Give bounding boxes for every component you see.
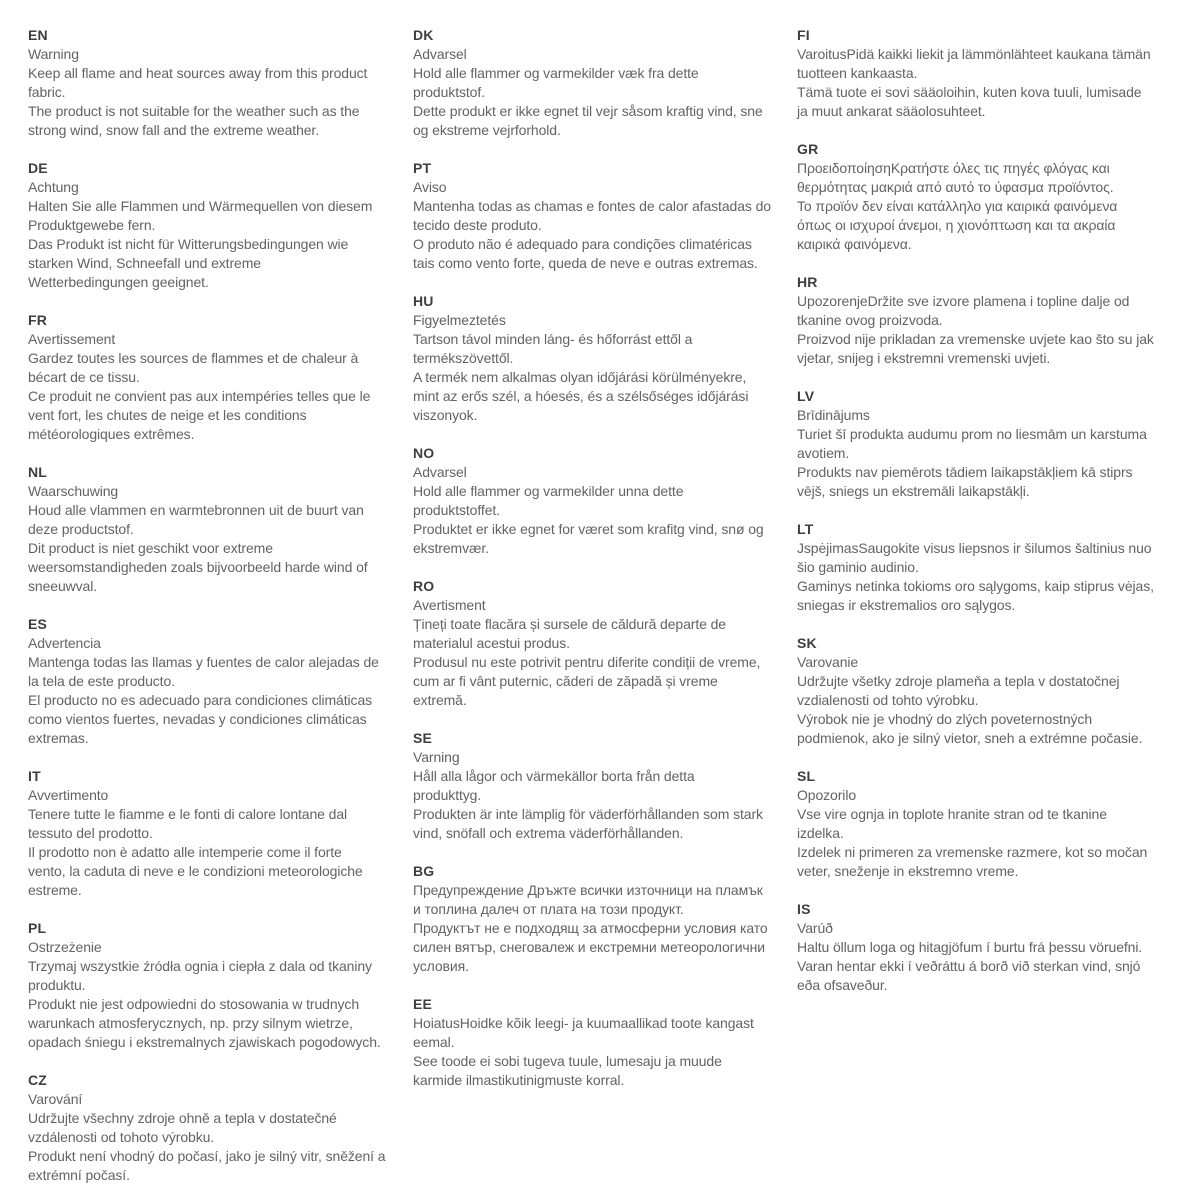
language-code: EE — [413, 996, 433, 1012]
warning-text-line: See toode ei sobi tugeva tuule, lumesaju ja muude — [413, 1053, 722, 1069]
warning-text-line: avotiem. — [797, 445, 850, 461]
warning-text-line: El producto no es adecuado para condiciones climáticas — [28, 692, 373, 708]
warning-text-line: Tartson távol minden láng- és hőforrást ettől a — [413, 331, 693, 347]
warning-text-line: The product is not suitable for the weather such as the — [28, 103, 360, 119]
warning-text-line: Το προϊόν δεν είναι κατάλληλο για καιρικά φαινόμενα — [797, 198, 1118, 214]
warning-text-line: Varovanie — [797, 654, 859, 670]
warning-text-line: vjetar, snijeg i ekstremni vremenski uvjeti. — [797, 350, 1051, 366]
warning-text-line: VaroitusPidä kaikki liekit ja lämmönlähteet kaukana tämän — [797, 46, 1151, 62]
language-section-de — [28, 159, 406, 292]
warning-text-line: eða ofsaveður. — [797, 977, 888, 993]
warning-text-line: Gaminys netinka tokioms oro sąlygoms, kaip stiprus vėjas, — [797, 578, 1154, 594]
language-code: NL — [28, 464, 48, 480]
warning-text-line: Produktet er ikke egnet for været som krafitg vind, snø og — [413, 521, 764, 537]
warning-text-line: Mantenha todas as chamas e fontes de calor afastadas do — [413, 198, 771, 214]
language-section-fr — [28, 311, 406, 444]
language-section-gr — [797, 140, 1175, 254]
warning-text-line: podmienok, ako je silný vietor, sneh a extrémne počasie. — [797, 730, 1143, 746]
warning-text-line: warunkach atmosferycznych, np. przy silnym wietrze, — [28, 1015, 353, 1031]
language-section-sk — [797, 634, 1175, 748]
warning-text-line: A termék nem alkalmas olyan időjárási körülményekre, — [413, 369, 747, 385]
language-code: GR — [797, 141, 819, 157]
warning-text-line: καιρικά φαινόμενα. — [797, 236, 912, 252]
warning-text-line: ekstremvær. — [413, 540, 489, 556]
warning-text-line: fabric. — [28, 84, 66, 100]
warning-text-line: Výrobok nie je vhodný do zlých poveternostných — [797, 711, 1093, 727]
warning-text-line: Ce produit ne convient pas aux intempéries telles que le — [28, 388, 371, 404]
warning-text-line: Das Produkt ist nicht für Witterungsbedingungen wie — [28, 236, 349, 252]
warning-text-line: météorologiques extrêmes. — [28, 426, 195, 442]
language-code: NO — [413, 445, 435, 461]
warning-text-line: vento, la caduta di neve e le condizioni meteorologiche — [28, 863, 363, 879]
warning-text-line: Produkts nav piemērots tādiem laikapstākļiem kā stiprs — [797, 464, 1133, 480]
language-code: BG — [413, 863, 435, 879]
warning-text-line: Waarschuwing — [28, 483, 119, 499]
warning-text-line: Produkten är inte lämplig för väderförhållanden som stark — [413, 806, 763, 822]
warning-text-line: Brīdinājums — [797, 407, 870, 423]
language-code: DK — [413, 27, 434, 43]
language-code: RO — [413, 578, 435, 594]
warning-text-line: Keep all flame and heat sources away from this product — [28, 65, 368, 81]
language-section-fi — [797, 26, 1175, 121]
warning-text-line: силен вятър, снеговалеж и екстремни метеорологични — [413, 939, 765, 955]
warning-text-line: tkanine ovog proizvoda. — [797, 312, 943, 328]
warning-text-line: Udržujte všetky zdroje plameňa a tepla v dostatočnej — [797, 673, 1120, 689]
warning-text-line: Opozorilo — [797, 787, 857, 803]
warning-text-line: Houd alle vlammen en warmtebronnen uit de buurt van — [28, 502, 364, 518]
warning-text-line: sneeuwval. — [28, 578, 98, 594]
warning-text-line: Tenere tutte le fiamme e le fonti di calore lontane dal — [28, 806, 348, 822]
warning-text-line: Продуктът не е подходящ за атмосферни условия като — [413, 920, 768, 936]
warning-text-line: Varan hentar ekki í veðráttu á borð við sterkan vind, snjó — [797, 958, 1141, 974]
language-section-ro — [413, 577, 791, 710]
language-section-cz — [28, 1071, 406, 1185]
warning-text-line: estreme. — [28, 882, 82, 898]
warning-text-line: условия. — [413, 958, 469, 974]
warning-text-line: Warning — [28, 46, 79, 62]
warning-text-line: sniegas ir ekstremalios oro sąlygos. — [797, 597, 1016, 613]
warning-text-line: Izdelek ni primeren za vremenske razmere, kot so močan — [797, 844, 1148, 860]
warning-text-line: vzdálenosti od tohoto výrobku. — [28, 1129, 215, 1145]
warning-text-line: Proizvod nije prikladan za vremenske uvjete kao što su jak — [797, 331, 1154, 347]
warning-text-line: Udržujte všechny zdroje ohně a tepla v dostatečné — [28, 1110, 337, 1126]
language-section-es — [28, 615, 406, 748]
language-section-pl — [28, 919, 406, 1052]
warning-text-line: Trzymaj wszystkie źródła ognia i ciepła z dala od tkaniny — [28, 958, 372, 974]
warning-text-line: Предупреждение Дръжте всички източници на пламък — [413, 882, 763, 898]
warning-text-line: mint az erős szél, a hóesés, és a szélsőséges időjárási — [413, 388, 749, 404]
warning-text-line: og ekstreme vejrforhold. — [413, 122, 561, 138]
language-code: SE — [413, 730, 433, 746]
language-code: DE — [28, 160, 48, 176]
warning-text-line: Figyelmeztetés — [413, 312, 506, 328]
language-code: FR — [28, 312, 48, 328]
warning-text-line: UpozorenjeDržite sve izvore plamena i topline dalje od — [797, 293, 1130, 309]
warning-text-line: Avertisment — [413, 597, 486, 613]
warning-text-line: produktstoffet. — [413, 502, 500, 518]
warning-text-line: Produsul nu este potrivit pentru diferite condiții de vreme, — [413, 654, 761, 670]
warning-text-line: izdelka. — [797, 825, 844, 841]
warning-text-line: vind, snöfall och extrema väderförhållanden. — [413, 825, 684, 841]
warning-text-line: Il prodotto non è adatto alle intemperie come il forte — [28, 844, 342, 860]
warning-text-line: karmide ilmastikutinigmuste korral. — [413, 1072, 625, 1088]
warning-text-line: θερμότητας μακριά από αυτό το ύφασμα προϊόντος. — [797, 179, 1114, 195]
warning-text-line: ΠροειδοποίησηΚρατήστε όλες τις πηγές φλόγας και — [797, 160, 1110, 176]
column-2 — [413, 26, 791, 1109]
language-code: HU — [413, 293, 434, 309]
warning-text-line: Halten Sie alle Flammen und Wärmequellen von diesem — [28, 198, 373, 214]
warning-text-line: Ostrzeżenie — [28, 939, 102, 955]
warning-text-line: vējš, sniegs un ekstremāli laikapstākļi. — [797, 483, 1030, 499]
language-section-it — [28, 767, 406, 900]
warning-text-line: šio gaminio audinio. — [797, 559, 919, 575]
warning-text-line: όπως οι ισχυροί άνεμοι, η χιονόπτωση και τα ακραία — [797, 217, 1116, 233]
language-code: LV — [797, 388, 815, 404]
warning-text-line: vzdialenosti od tohto výrobku. — [797, 692, 979, 708]
warning-text-line: cum ar fi vânt puternic, căderi de zăpadă și vreme — [413, 673, 718, 689]
warning-text-line: Håll alla lågor och värmekällor borta från detta — [413, 768, 695, 784]
warning-text-line: materialul acestui produs. — [413, 635, 570, 651]
language-section-se — [413, 729, 791, 843]
warning-text-line: Achtung — [28, 179, 79, 195]
warning-text-line: Aviso — [413, 179, 447, 195]
warning-text-line: tecido deste produto. — [413, 217, 542, 233]
warning-text-line: Avertissement — [28, 331, 116, 347]
language-code: HR — [797, 274, 818, 290]
warning-text-line: Advertencia — [28, 635, 101, 651]
warning-text-line: extremas. — [28, 730, 89, 746]
warning-text-line: eemal. — [413, 1034, 455, 1050]
language-section-sl — [797, 767, 1175, 881]
warning-text-line: Gardez toutes les sources de flammes et de chaleur à — [28, 350, 359, 366]
language-section-lv — [797, 387, 1175, 501]
warning-text-line: Varování — [28, 1091, 83, 1107]
language-section-no — [413, 444, 791, 558]
language-code: FI — [797, 27, 810, 43]
warning-text-line: Haltu öllum loga og hitagjöfum í burtu frá þessu vöruefni. — [797, 939, 1143, 955]
warning-text-line: Turiet šī produkta audumu prom no liesmām un karstuma — [797, 426, 1147, 442]
warning-text-line: vent fort, les chutes de neige et les conditions — [28, 407, 307, 423]
warning-text-line: tais como vento forte, queda de neve e outras extremas. — [413, 255, 758, 271]
warning-text-line: como vientos fuertes, nevadas y condiciones climáticas — [28, 711, 367, 727]
warning-text-line: termékszövettől. — [413, 350, 514, 366]
warning-text-line: Produkt nie jest odpowiedni do stosowania w trudnych — [28, 996, 359, 1012]
column-1 — [28, 26, 406, 1204]
language-code: ES — [28, 616, 48, 632]
warning-text-line: produkttyg. — [413, 787, 482, 803]
warning-text-line: Mantenga todas las llamas y fuentes de calor alejadas de — [28, 654, 379, 670]
warning-text-line: Varning — [413, 749, 460, 765]
warning-text-line: produktstof. — [413, 84, 485, 100]
warning-text-line: Advarsel — [413, 46, 467, 62]
warning-text-line: weersomstandigheden zoals bijvoorbeeld harde wind of — [28, 559, 368, 575]
warning-text-line: и топлина далеч от плата на този продукт. — [413, 901, 684, 917]
warning-text-line: JspėjimasSaugokite visus liepsnos ir šilumos šaltinius nuo — [797, 540, 1152, 556]
language-section-hu — [413, 292, 791, 425]
warning-text-line: tessuto del prodotto. — [28, 825, 153, 841]
language-section-is — [797, 900, 1175, 995]
warning-text-line: Wetterbedingungen geeignet. — [28, 274, 209, 290]
warning-text-line: veter, sneženje in ekstremno vreme. — [797, 863, 1019, 879]
warning-text-line: ja muut ankarat sääolosuhteet. — [797, 103, 986, 119]
warning-text-line: Advarsel — [413, 464, 467, 480]
language-code: IT — [28, 768, 41, 784]
language-section-nl — [28, 463, 406, 596]
warning-text-line: O produto não é adequado para condições climatéricas — [413, 236, 752, 252]
language-section-bg — [413, 862, 791, 976]
warning-text-line: Dette produkt er ikke egnet til vejr såsom kraftig vind, sne — [413, 103, 763, 119]
warning-text-line: Hold alle flammer og varmekilder væk fra dette — [413, 65, 699, 81]
warning-text-line: Tämä tuote ei sovi sääoloihin, kuten kova tuuli, lumisade — [797, 84, 1142, 100]
warning-text-line: Varúð — [797, 920, 833, 936]
language-code: SK — [797, 635, 817, 651]
language-section-en — [28, 26, 406, 140]
warning-text-line: produktu. — [28, 977, 86, 993]
language-section-pt — [413, 159, 791, 273]
warning-text-line: Produkt není vhodný do počasí, jako je silný vitr, sněžení a — [28, 1148, 386, 1164]
language-code: SL — [797, 768, 816, 784]
language-code: PL — [28, 920, 47, 936]
language-section-ee — [413, 995, 791, 1090]
warning-text-line: strong wind, snow fall and the extreme weather. — [28, 122, 320, 138]
language-section-lt — [797, 520, 1175, 615]
language-code: EN — [28, 27, 48, 43]
language-code: IS — [797, 901, 811, 917]
warning-text-line: HoiatusHoidke kõik leegi- ja kuumaallikad toote kangast — [413, 1015, 754, 1031]
warning-text-line: Țineți toate flacăra și sursele de căldură departe de — [413, 616, 726, 632]
warning-text-line: deze productstof. — [28, 521, 134, 537]
warning-text-line: Vse vire ognja in toplote hranite stran od te tkanine — [797, 806, 1107, 822]
warning-text-line: viszonyok. — [413, 407, 478, 423]
language-code: CZ — [28, 1072, 48, 1088]
language-code: LT — [797, 521, 814, 537]
column-3 — [797, 26, 1175, 1014]
warning-text-line: extremă. — [413, 692, 467, 708]
language-section-hr — [797, 273, 1175, 368]
warning-text-line: Avvertimento — [28, 787, 109, 803]
warning-text-line: opadach śniegu i ekstremalnych zjawiskach pogodowych. — [28, 1034, 381, 1050]
language-code: PT — [413, 160, 432, 176]
warning-text-line: extrémní počasí. — [28, 1167, 130, 1183]
warning-text-line: Produktgewebe fern. — [28, 217, 156, 233]
warning-text-line: tuotteen kankaasta. — [797, 65, 918, 81]
warning-text-line: starken Wind, Schneefall und extreme — [28, 255, 261, 271]
language-section-dk — [413, 26, 791, 140]
warning-text-line: Dit product is niet geschikt voor extreme — [28, 540, 273, 556]
warning-text-line: bécart de ce tissu. — [28, 369, 140, 385]
warning-text-line: la tela de este producto. — [28, 673, 175, 689]
warning-text-line: Hold alle flammer og varmekilder unna dette — [413, 483, 684, 499]
